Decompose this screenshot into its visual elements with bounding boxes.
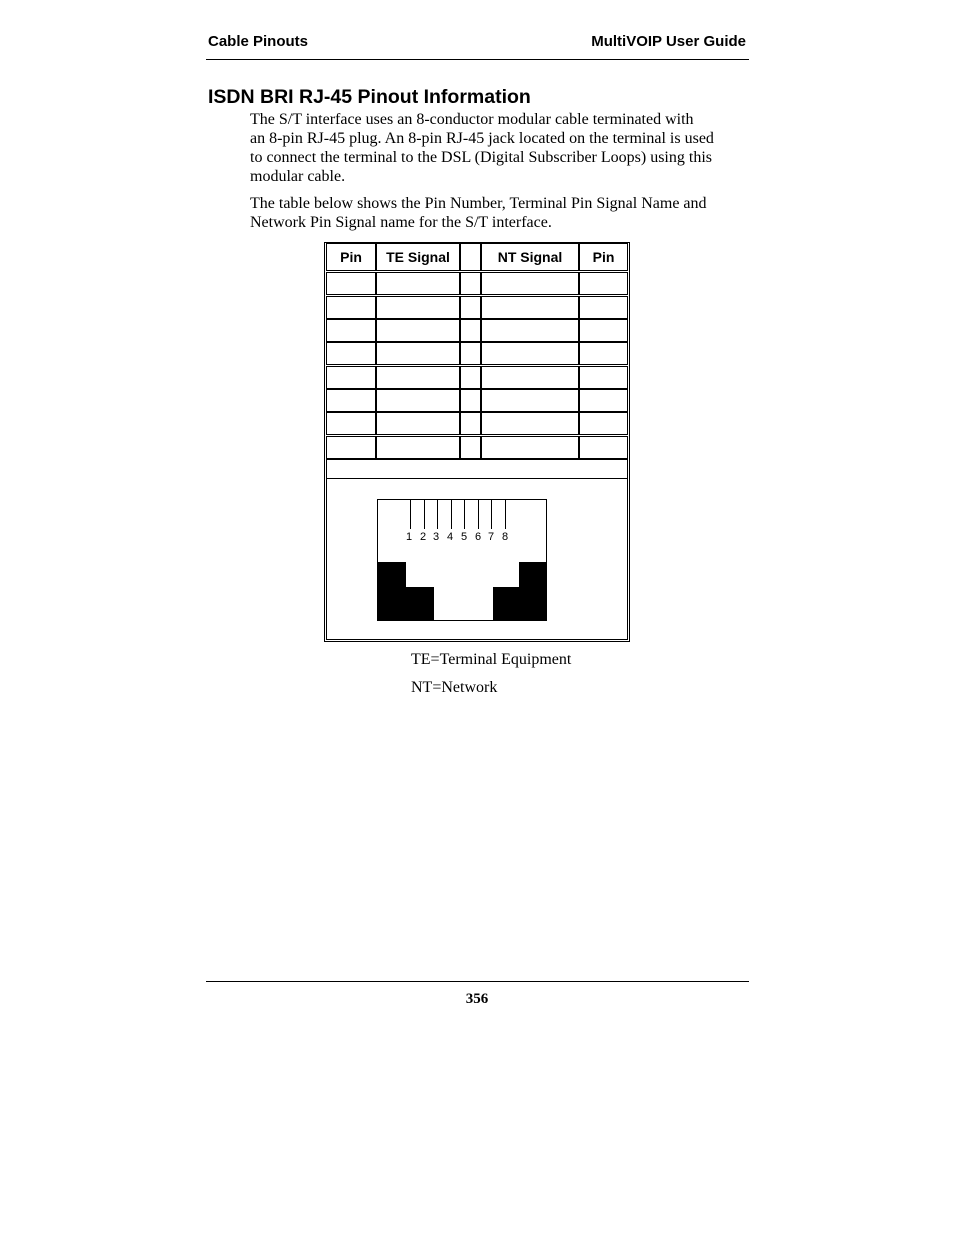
table-description-paragraph: [250, 194, 750, 232]
legend-terminal-equipment: TE=Terminal Equipment: [411, 651, 572, 668]
jack-pin-label: 1: [405, 531, 413, 543]
intro-paragraph: [250, 110, 750, 186]
jack-pin-contact: [478, 499, 479, 529]
table-cell: [376, 366, 460, 389]
table-cell: [326, 342, 376, 365]
running-header-guide-title: MultiVOIP User Guide: [591, 33, 746, 50]
jack-pin-contact: [505, 499, 506, 529]
intro-line: modular cable.: [250, 168, 346, 185]
table-header-cell: NT Signal: [481, 243, 579, 271]
jack-pin-label: 6: [474, 531, 482, 543]
table-header-cell: TE Signal: [376, 243, 460, 271]
table-header-cell: Pin: [579, 243, 628, 271]
table-cell: [579, 319, 628, 342]
table-cell: [481, 366, 579, 389]
table-cell: [326, 412, 376, 435]
table-cell: [579, 296, 628, 319]
table-cell: [579, 389, 628, 412]
table-cell: [460, 296, 481, 319]
table-cell: [460, 436, 481, 459]
jack-pin-label: 8: [501, 531, 509, 543]
jack-pin-label: 5: [460, 531, 468, 543]
table-cell: [376, 296, 460, 319]
table-cell: [481, 389, 579, 412]
page-number: 356: [465, 991, 489, 1007]
jack-right-latch-lower: [493, 587, 547, 621]
description-line: Network Pin Signal name for the S/T interface.: [250, 214, 552, 231]
table-cell: [579, 436, 628, 459]
intro-line: The S/T interface uses an 8-conductor modular cable terminated with: [250, 111, 694, 128]
jack-pin-label: 7: [487, 531, 495, 543]
running-header-section: Cable Pinouts: [208, 33, 309, 50]
jack-left-latch-lower: [377, 587, 434, 621]
jack-pin-contact: [451, 499, 452, 529]
table-cell: [460, 272, 481, 295]
table-cell: [326, 366, 376, 389]
table-cell: [326, 296, 376, 319]
table-cell: [376, 319, 460, 342]
page-title: ISDN BRI RJ-45 Pinout Information: [208, 86, 531, 108]
header-rule: [206, 59, 749, 60]
table-cell: [376, 412, 460, 435]
footer-rule: [206, 981, 749, 982]
table-cell: [376, 342, 460, 365]
jack-pin-contact: [424, 499, 425, 529]
table-cell: [460, 389, 481, 412]
table-cell: [460, 342, 481, 365]
intro-line: an 8-pin RJ-45 plug. An 8-pin RJ-45 jack located on the terminal is used: [250, 130, 714, 147]
jack-pin-label: 2: [419, 531, 427, 543]
table-cell: [579, 272, 628, 295]
table-cell: [481, 272, 579, 295]
table-cell: [376, 389, 460, 412]
table-cell: [481, 412, 579, 435]
intro-line: to connect the terminal to the DSL (Digital Subscriber Loops) using this: [250, 149, 712, 166]
jack-pin-contact: [464, 499, 465, 529]
table-cell: [326, 389, 376, 412]
legend-network: NT=Network: [411, 679, 498, 696]
table-cell: [376, 436, 460, 459]
jack-pin-label: 3: [432, 531, 440, 543]
table-cell: [376, 272, 460, 295]
jack-pin-contact: [410, 499, 411, 529]
description-line: The table below shows the Pin Number, Terminal Pin Signal Name and: [250, 195, 707, 212]
table-cell: [481, 342, 579, 365]
jack-pin-label: 4: [446, 531, 454, 543]
table-cell: [579, 412, 628, 435]
table-cell: [460, 412, 481, 435]
table-cell: [579, 342, 628, 365]
table-spacer-row: [326, 459, 628, 479]
table-cell: [326, 272, 376, 295]
table-header-cell: [460, 243, 481, 271]
table-header-cell: Pin: [326, 243, 376, 271]
table-cell: [460, 366, 481, 389]
table-cell: [326, 319, 376, 342]
table-cell: [579, 366, 628, 389]
table-cell: [481, 436, 579, 459]
jack-pin-contact: [491, 499, 492, 529]
table-cell: [460, 319, 481, 342]
table-cell: [481, 296, 579, 319]
table-cell: [481, 319, 579, 342]
table-cell: [326, 436, 376, 459]
jack-pin-contact: [437, 499, 438, 529]
